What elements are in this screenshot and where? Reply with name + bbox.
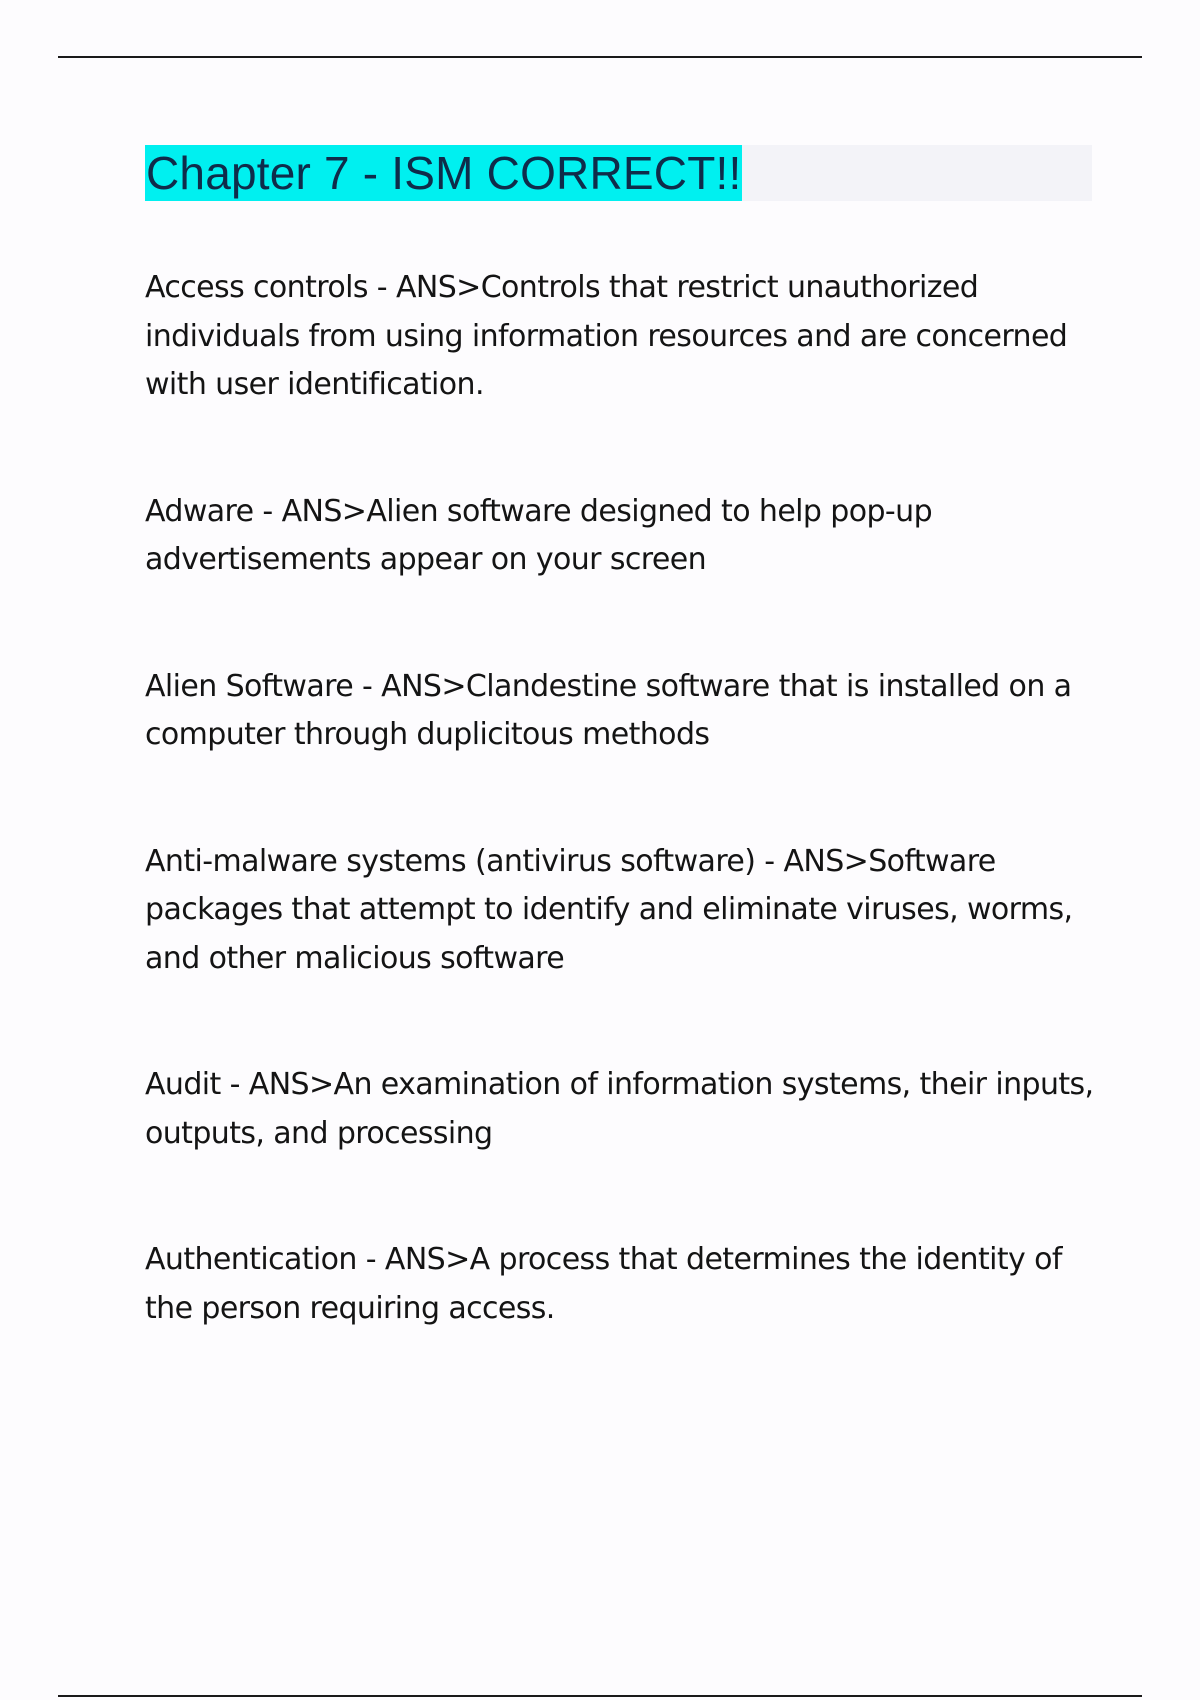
term-entry-alien-software: Alien Software - ANS>Clandestine software that is installed on a computer through duplicitous methods: [145, 668, 1072, 752]
bottom-divider: [58, 1695, 1142, 1697]
page-title: Chapter 7 - ISM CORRECT!!: [146, 147, 742, 199]
top-divider: [58, 56, 1142, 58]
term-entry-adware: Adware - ANS>Alien software designed to help pop-up advertisements appear on your screen: [145, 493, 933, 577]
term-entry-anti-malware-systems: Anti-malware systems (antivirus software) - ANS>Software packages that attempt to identify and eliminate viruses, worms, and other malicious software: [145, 843, 1073, 976]
term-entry-audit: Audit - ANS>An examination of information systems, their inputs, outputs, and processing: [145, 1067, 1094, 1151]
term-entry-access-controls: Access controls - ANS>Controls that restrict unauthorized individuals from using information resources and are concerned with user identification.: [145, 270, 1068, 402]
term-list: [145, 264, 1095, 1411]
term-entry-authentication: Authentication - ANS>A process that determines the identity of the person requiring access.: [145, 1242, 1062, 1326]
